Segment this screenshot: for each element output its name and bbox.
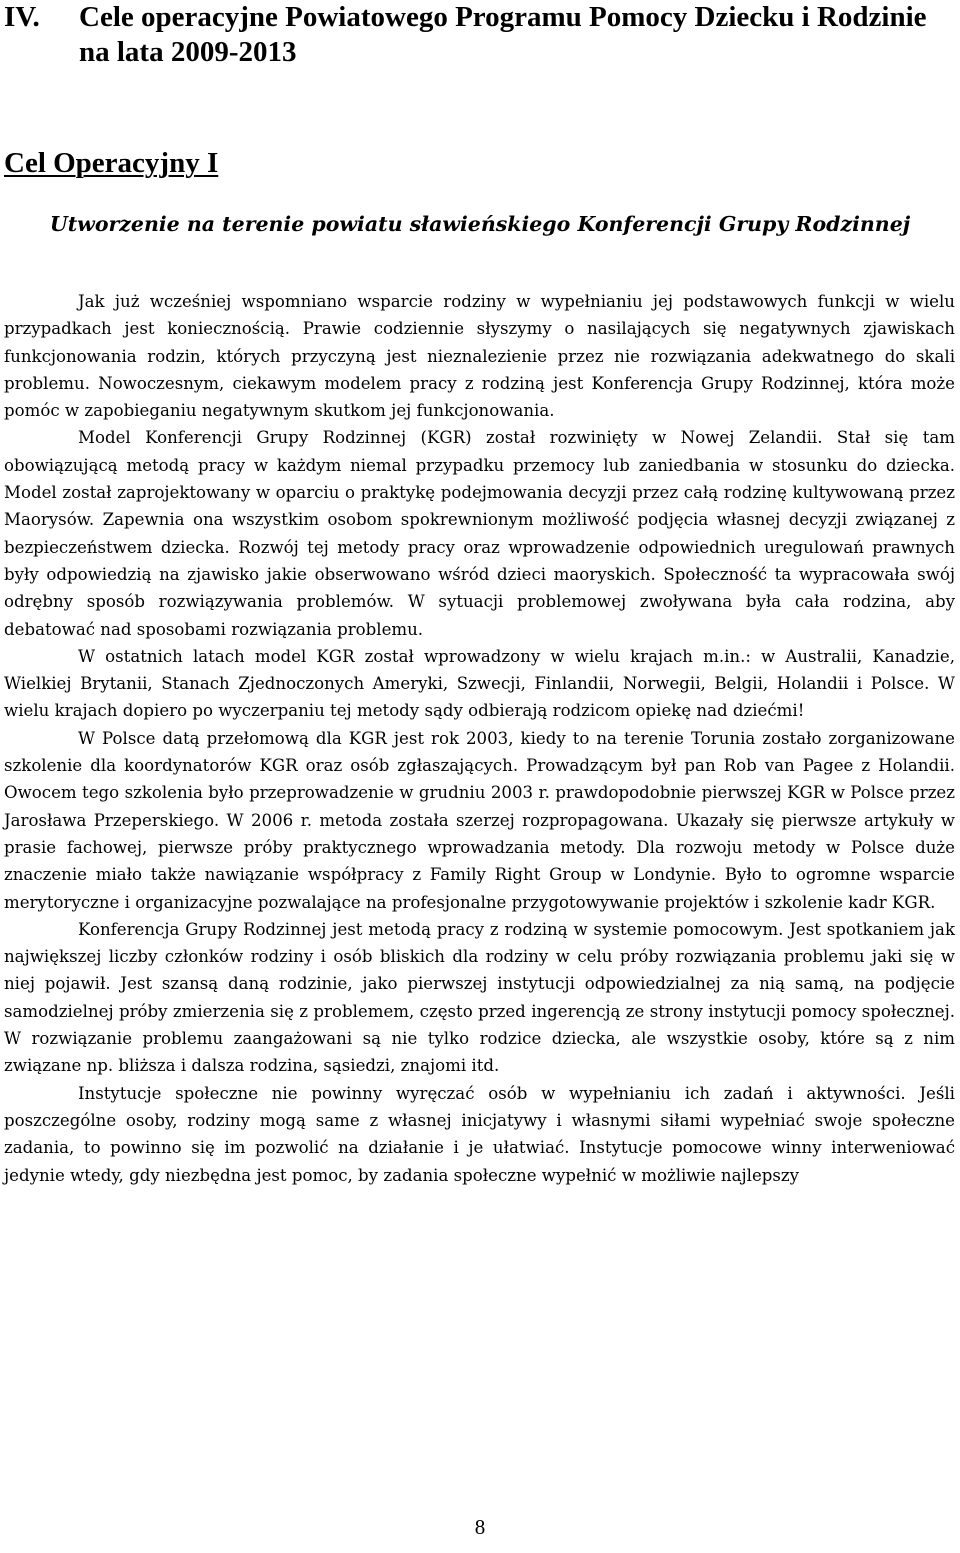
- paragraph: Model Konferencji Grupy Rodzinnej (KGR) został rozwinięty w Nowej Zelandii. Stał się tam obowiązującą metodą pracy w każdym niemal przypadku przemocy lub zaniedbania w stosunku do dziecka. Model został zaprojektowany w oparciu o praktykę podejmowania decyzji przez całą rodzinę kultywowaną przez Maorysów. Zapewnia ona wszystkim osobom spokrewnionym możliwość podjęcia własnej decyzji związanej z bezpieczeństwem dziecka. Rozwój tej metody pracy oraz wprowadzenie odpowiednich uregulowań prawnych były odpowiedzią na zjawisko jakie obserwowano wśród dzieci maoryskich. Społeczność ta wypracowała swój odrębny sposób rozwiązywania problemów. W sytuacji problemowej zwoływana była cała rodzina, aby debatować nad sposobami rozwiązania problemu.: [4, 428, 955, 639]
- paragraph: Jak już wcześniej wspomniano wsparcie rodziny w wypełnianiu jej podstawowych funkcji w wielu przypadkach jest koniecznością. Prawie codziennie słyszymy o nasilających się negatywnych zjawiskach funkcjonowania rodzin, których przyczyną jest nieznalezienie przez nie rozwiązania adekwatnego do skali problemu. Nowoczesnym, ciekawym modelem pracy z rodziną jest Konferencja Grupy Rodzinnej, która może pomóc w zapobieganiu negatywnym skutkom jej funkcjonowania.: [4, 292, 955, 421]
- paragraph: Instytucje społeczne nie powinny wyręczać osób w wypełnianiu ich zadań i aktywności. Jeśli poszczególne osoby, rodziny mogą same z własnej inicjatywy i własnymi siłami wypełniać swoje społeczne zadania, to powinno się im pozwolić na działanie i je ułatwiać. Instytucje pomocowe winny interweniować jedynie wtedy, gdy niezbędna jest pomoc, by zadania społeczne wypełnić w możliwie najlepszy: [4, 1083, 955, 1185]
- section-subtitle: Utworzenie na terenie powiatu sławieńskiego Konferencji Grupy Rodzinnej: [49, 212, 911, 236]
- paragraph: Konferencja Grupy Rodzinnej jest metodą pracy z rodziną w systemie pomocowym. Jest spotkaniem jak największej liczby członków rodziny i osób bliskich dla rodziny w celu próby rozwiązania problemu jaki się w niej pojawił. Jest szansą daną rodzinie, jako pierwszej instytucji odpowiedzialnej za nią samą, na podjęcie samodzielnej próby zmierzenia się z problemem, często przed ingerencją ze strony instytucji pomocy społecznej. W rozwiązanie problemu zaangażowani są nie tylko rodzice dziecka, ale wszystkie osoby, które są z nim związane np. bliższa i dalsza rodzina, sąsiedzi, znajomi itd.: [4, 919, 955, 1076]
- chapter-number: IV.: [4, 1, 40, 33]
- section-title: Cel Operacyjny I: [4, 147, 219, 179]
- paragraph: W ostatnich latach model KGR został wprowadzony w wielu krajach m.in.: w Australii, Kanadzie, Wielkiej Brytanii, Stanach Zjednoczonych Ameryki, Szwecji, Finlandii, Norwegii, Belgii, Holandii i Polsce. W wielu krajach dopiero po wyczerpaniu tej metody sądy odbierają rodzicom opiekę nad dziećmi!: [4, 646, 955, 721]
- chapter-title: Cele operacyjne Powiatowego Programu Pomocy Dziecku i Rodzinie na lata 2009-2013: [79, 1, 927, 68]
- chapter-heading: [4, 0, 956, 70]
- paragraph: W Polsce datą przełomową dla KGR jest rok 2003, kiedy to na terenie Torunia zostało zorganizowane szkolenie dla koordynatorów KGR oraz osób zgłaszających. Prowadzącym był pan Rob van Pagee z Holandii. Owocem tego szkolenia było przeprowadzenie w grudniu 2003 r. prawdopodobnie pierwszej KGR w Polsce przez Jarosława Przeperskiego. W 2006 r. metoda została szerzej rozpropagowana. Ukazały się pierwsze artykuły w prasie fachowej, pierwsze próby praktycznego wprowadzania metody. Dla rozwoju metody w Polsce duże znaczenie miało także nawiązanie współpracy z Family Right Group w Londynie. Było to ogromne wsparcie merytoryczne i organizacyjne pozwalające na profesjonalne przygotowywanie projektów i szkolenie kadr KGR.: [4, 728, 955, 912]
- body-text: [4, 288, 955, 1189]
- page-number: 8: [474, 1515, 486, 1539]
